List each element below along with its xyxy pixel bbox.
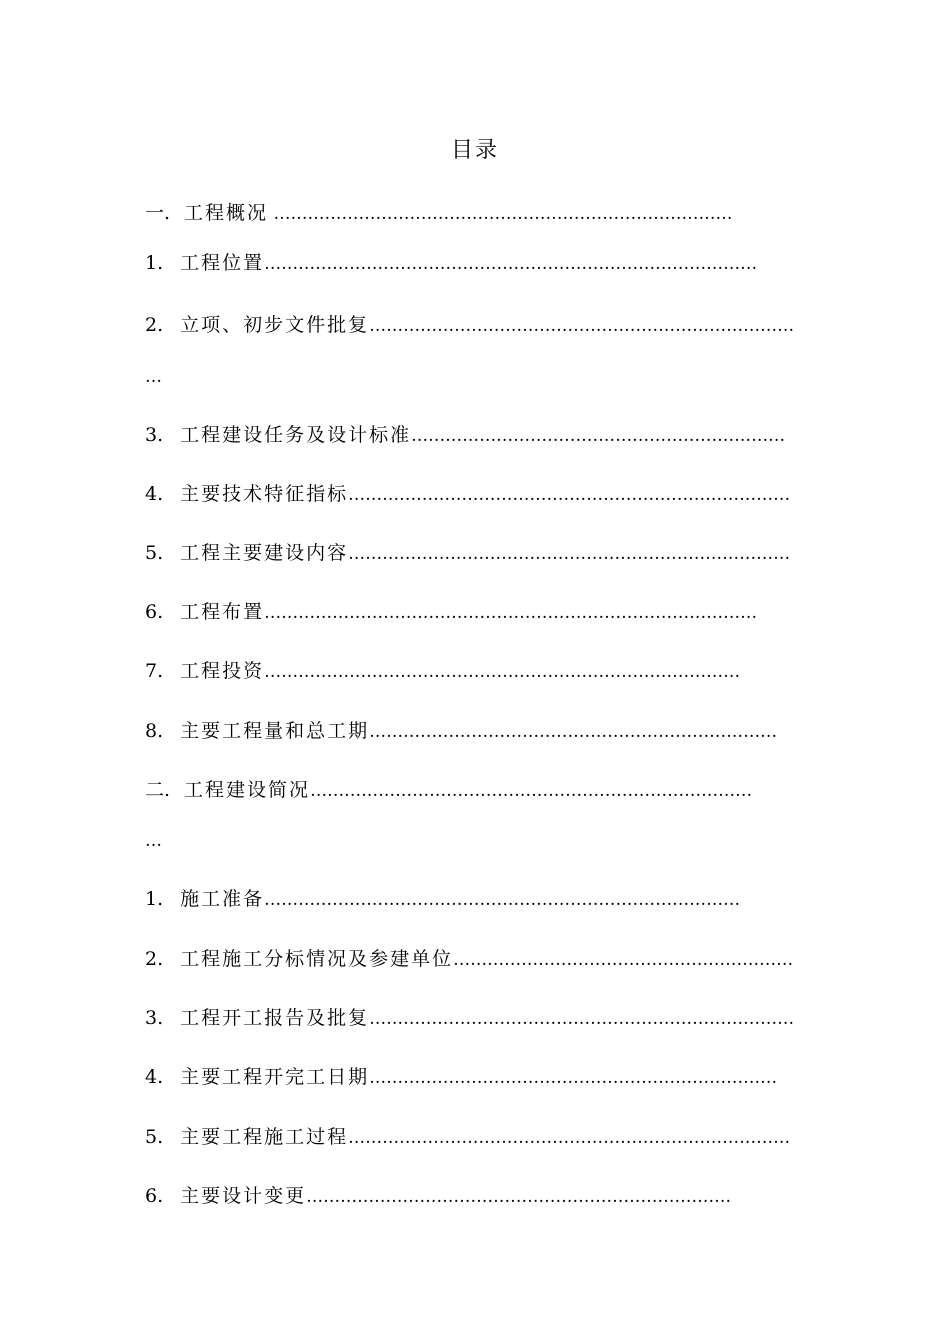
toc-entry-leader: …………………………………………………………………………	[264, 662, 741, 682]
toc-entry-text: 工程主要建设内容	[180, 542, 349, 564]
toc-entry-text: 工程建设任务及设计标准	[180, 424, 412, 446]
toc-entry-number: 6.	[145, 1185, 164, 1207]
toc-entry-continuation: …	[145, 367, 162, 387]
toc-entry	[145, 198, 732, 229]
toc-entry-leader: ……………………………………………………………………	[310, 781, 753, 801]
toc-entry	[145, 944, 793, 975]
toc-entry	[145, 1003, 794, 1034]
toc-entry-text: 工程投资	[180, 660, 265, 682]
toc-entry-text: 工程开工报告及批复	[180, 1007, 370, 1029]
toc-entry	[145, 1181, 731, 1212]
toc-entry	[145, 775, 752, 806]
toc-entry-leader: …………………………………………………………………	[369, 316, 795, 336]
toc-entry-leader: …………………………………………………………	[411, 426, 786, 446]
toc-entry-leader: ……………………………………………………………………	[348, 544, 791, 564]
toc-entry-number: 5.	[145, 1126, 164, 1148]
toc-entry	[145, 597, 757, 628]
toc-entry	[145, 884, 740, 915]
toc-entry-leader: ……………………………………………………………………	[348, 485, 791, 505]
toc-entry-text: 主要工程量和总工期	[180, 720, 370, 742]
toc-entry-text: 工程概况	[184, 202, 269, 224]
toc-entry	[145, 1062, 777, 1093]
toc-entry-continuation: …	[145, 831, 162, 851]
toc-entry-text: 施工准备	[180, 888, 265, 910]
toc-entry-number: 二.	[145, 779, 171, 801]
toc-entry-text: 工程建设简况	[184, 779, 311, 801]
toc-entry	[145, 716, 777, 747]
toc-entry-number: 6.	[145, 601, 164, 623]
toc-entry-text: 主要技术特征指标	[180, 483, 349, 505]
toc-entry-number: 3.	[145, 424, 164, 446]
toc-entry-number: 1.	[145, 888, 164, 910]
toc-entry-leader: ………………………………………………………………	[369, 1068, 778, 1088]
toc-entry	[145, 310, 794, 341]
toc-entry-leader: ………………………………………………………………………	[268, 204, 733, 224]
toc-entry-leader: …………………………………………………………………………	[264, 890, 741, 910]
toc-entry-number: 一.	[145, 202, 171, 224]
toc-entry-number: 2.	[145, 314, 164, 336]
toc-entry	[145, 656, 740, 687]
toc-entry-leader: ……………………………………………………………………………	[264, 603, 758, 623]
toc-entry-text: 工程位置	[180, 252, 265, 274]
toc-entry-number: 2.	[145, 948, 164, 970]
toc-entry-leader: …………………………………………………………………	[369, 1009, 795, 1029]
toc-entry	[145, 479, 790, 510]
toc-entry-leader: ……………………………………………………	[453, 950, 794, 970]
toc-entry-leader: ………………………………………………………………	[369, 722, 778, 742]
toc-entry-number: 1.	[145, 252, 164, 274]
toc-entry	[145, 1122, 790, 1153]
toc-entry-leader: ……………………………………………………………………	[348, 1128, 791, 1148]
toc-entry-number: 4.	[145, 1066, 164, 1088]
toc-entry-leader: …………………………………………………………………	[306, 1187, 732, 1207]
toc-entry-number: 7.	[145, 660, 164, 682]
page-title: 目录	[450, 138, 499, 163]
toc-entry-text: 工程施工分标情况及参建单位	[180, 948, 454, 970]
toc-entry-number: 4.	[145, 483, 164, 505]
toc-entry	[145, 248, 757, 279]
toc-entry-number: 3.	[145, 1007, 164, 1029]
toc-entry-text: 立项、初步文件批复	[180, 314, 370, 336]
toc-entry-text: 工程布置	[180, 601, 265, 623]
toc-entry	[145, 420, 785, 451]
toc-entry-text: 主要设计变更	[180, 1185, 307, 1207]
toc-entry	[145, 538, 790, 569]
toc-entry-number: 8.	[145, 720, 164, 742]
toc-entry-leader: ……………………………………………………………………………	[264, 254, 758, 274]
toc-entry-text: 主要工程开完工日期	[180, 1066, 370, 1088]
toc-entry-text: 主要工程施工过程	[180, 1126, 349, 1148]
toc-entry-number: 5.	[145, 542, 164, 564]
